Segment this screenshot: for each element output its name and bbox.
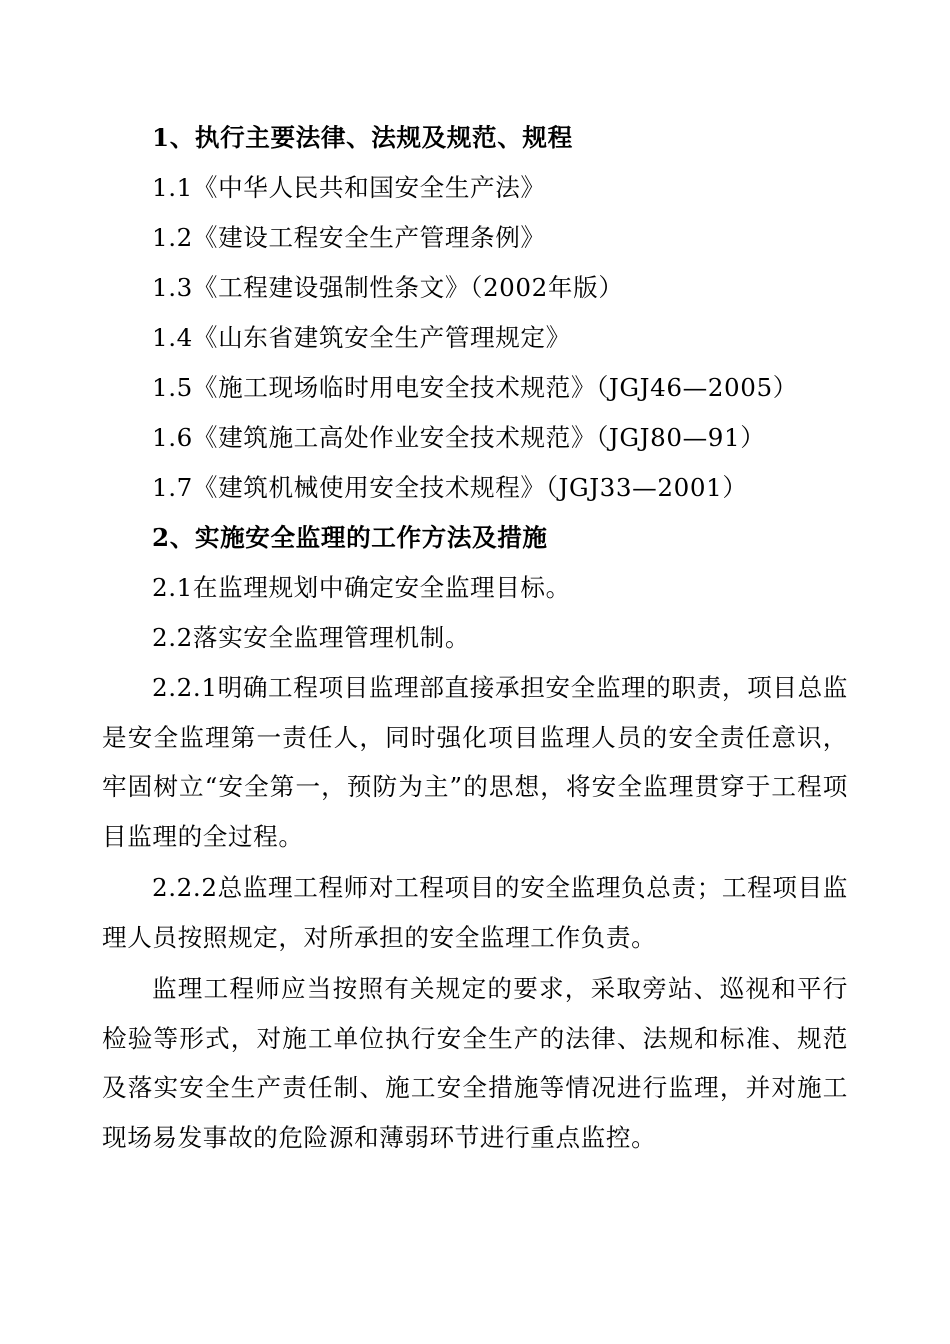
paragraph-2-2-2: 2.2.2总监理工程师对工程项目的安全监理负总责；工程项目监理人员按照规定，对所承担的安全监理工作负责。	[102, 873, 848, 952]
regulation-item-1-5: 1.5《施工现场临时用电安全技术规范》（JGJ46—2005）	[152, 373, 798, 402]
regulation-item-1-7: 1.7《建筑机械使用安全技术规程》（JGJ33—2001）	[152, 473, 748, 502]
document-body	[102, 113, 848, 1162]
section-2-heading: 2、实施安全监理的工作方法及措施	[152, 523, 548, 552]
section-1-heading: 1、执行主要法律、法规及规范、规程	[152, 123, 573, 152]
regulation-item-1-3: 1.3《工程建设强制性条文》（2002年版）	[152, 273, 624, 302]
paragraph-2-2-1: 2.2.1明确工程项目监理部直接承担安全监理的职责，项目总监是安全监理第一责任人，同时强化项目监理人员的安全责任意识，牢固树立“安全第一，预防为主”的思想，将安全监理贯穿于工程项目监理的全过程。	[102, 673, 848, 851]
regulation-item-1-6: 1.6《建筑施工高处作业安全技术规范》（JGJ80—91）	[152, 423, 766, 452]
measure-item-2-2: 2.2落实安全监理管理机制。	[152, 623, 471, 652]
regulation-item-1-2: 1.2《建设工程安全生产管理条例》	[152, 223, 546, 252]
regulation-item-1-4: 1.4《山东省建筑安全生产管理规定》	[152, 323, 571, 352]
measure-item-2-1: 2.1在监理规划中确定安全监理目标。	[152, 573, 571, 602]
paragraph-supervision-methods: 监理工程师应当按照有关规定的要求，采取旁站、巡视和平行检验等形式，对施工单位执行安全生产的法律、法规和标准、规范及落实安全生产责任制、施工安全措施等情况进行监理，并对施工现场易发事故的危险源和薄弱环节进行重点监控。	[102, 974, 848, 1152]
regulation-item-1-1: 1.1《中华人民共和国安全生产法》	[152, 173, 546, 202]
